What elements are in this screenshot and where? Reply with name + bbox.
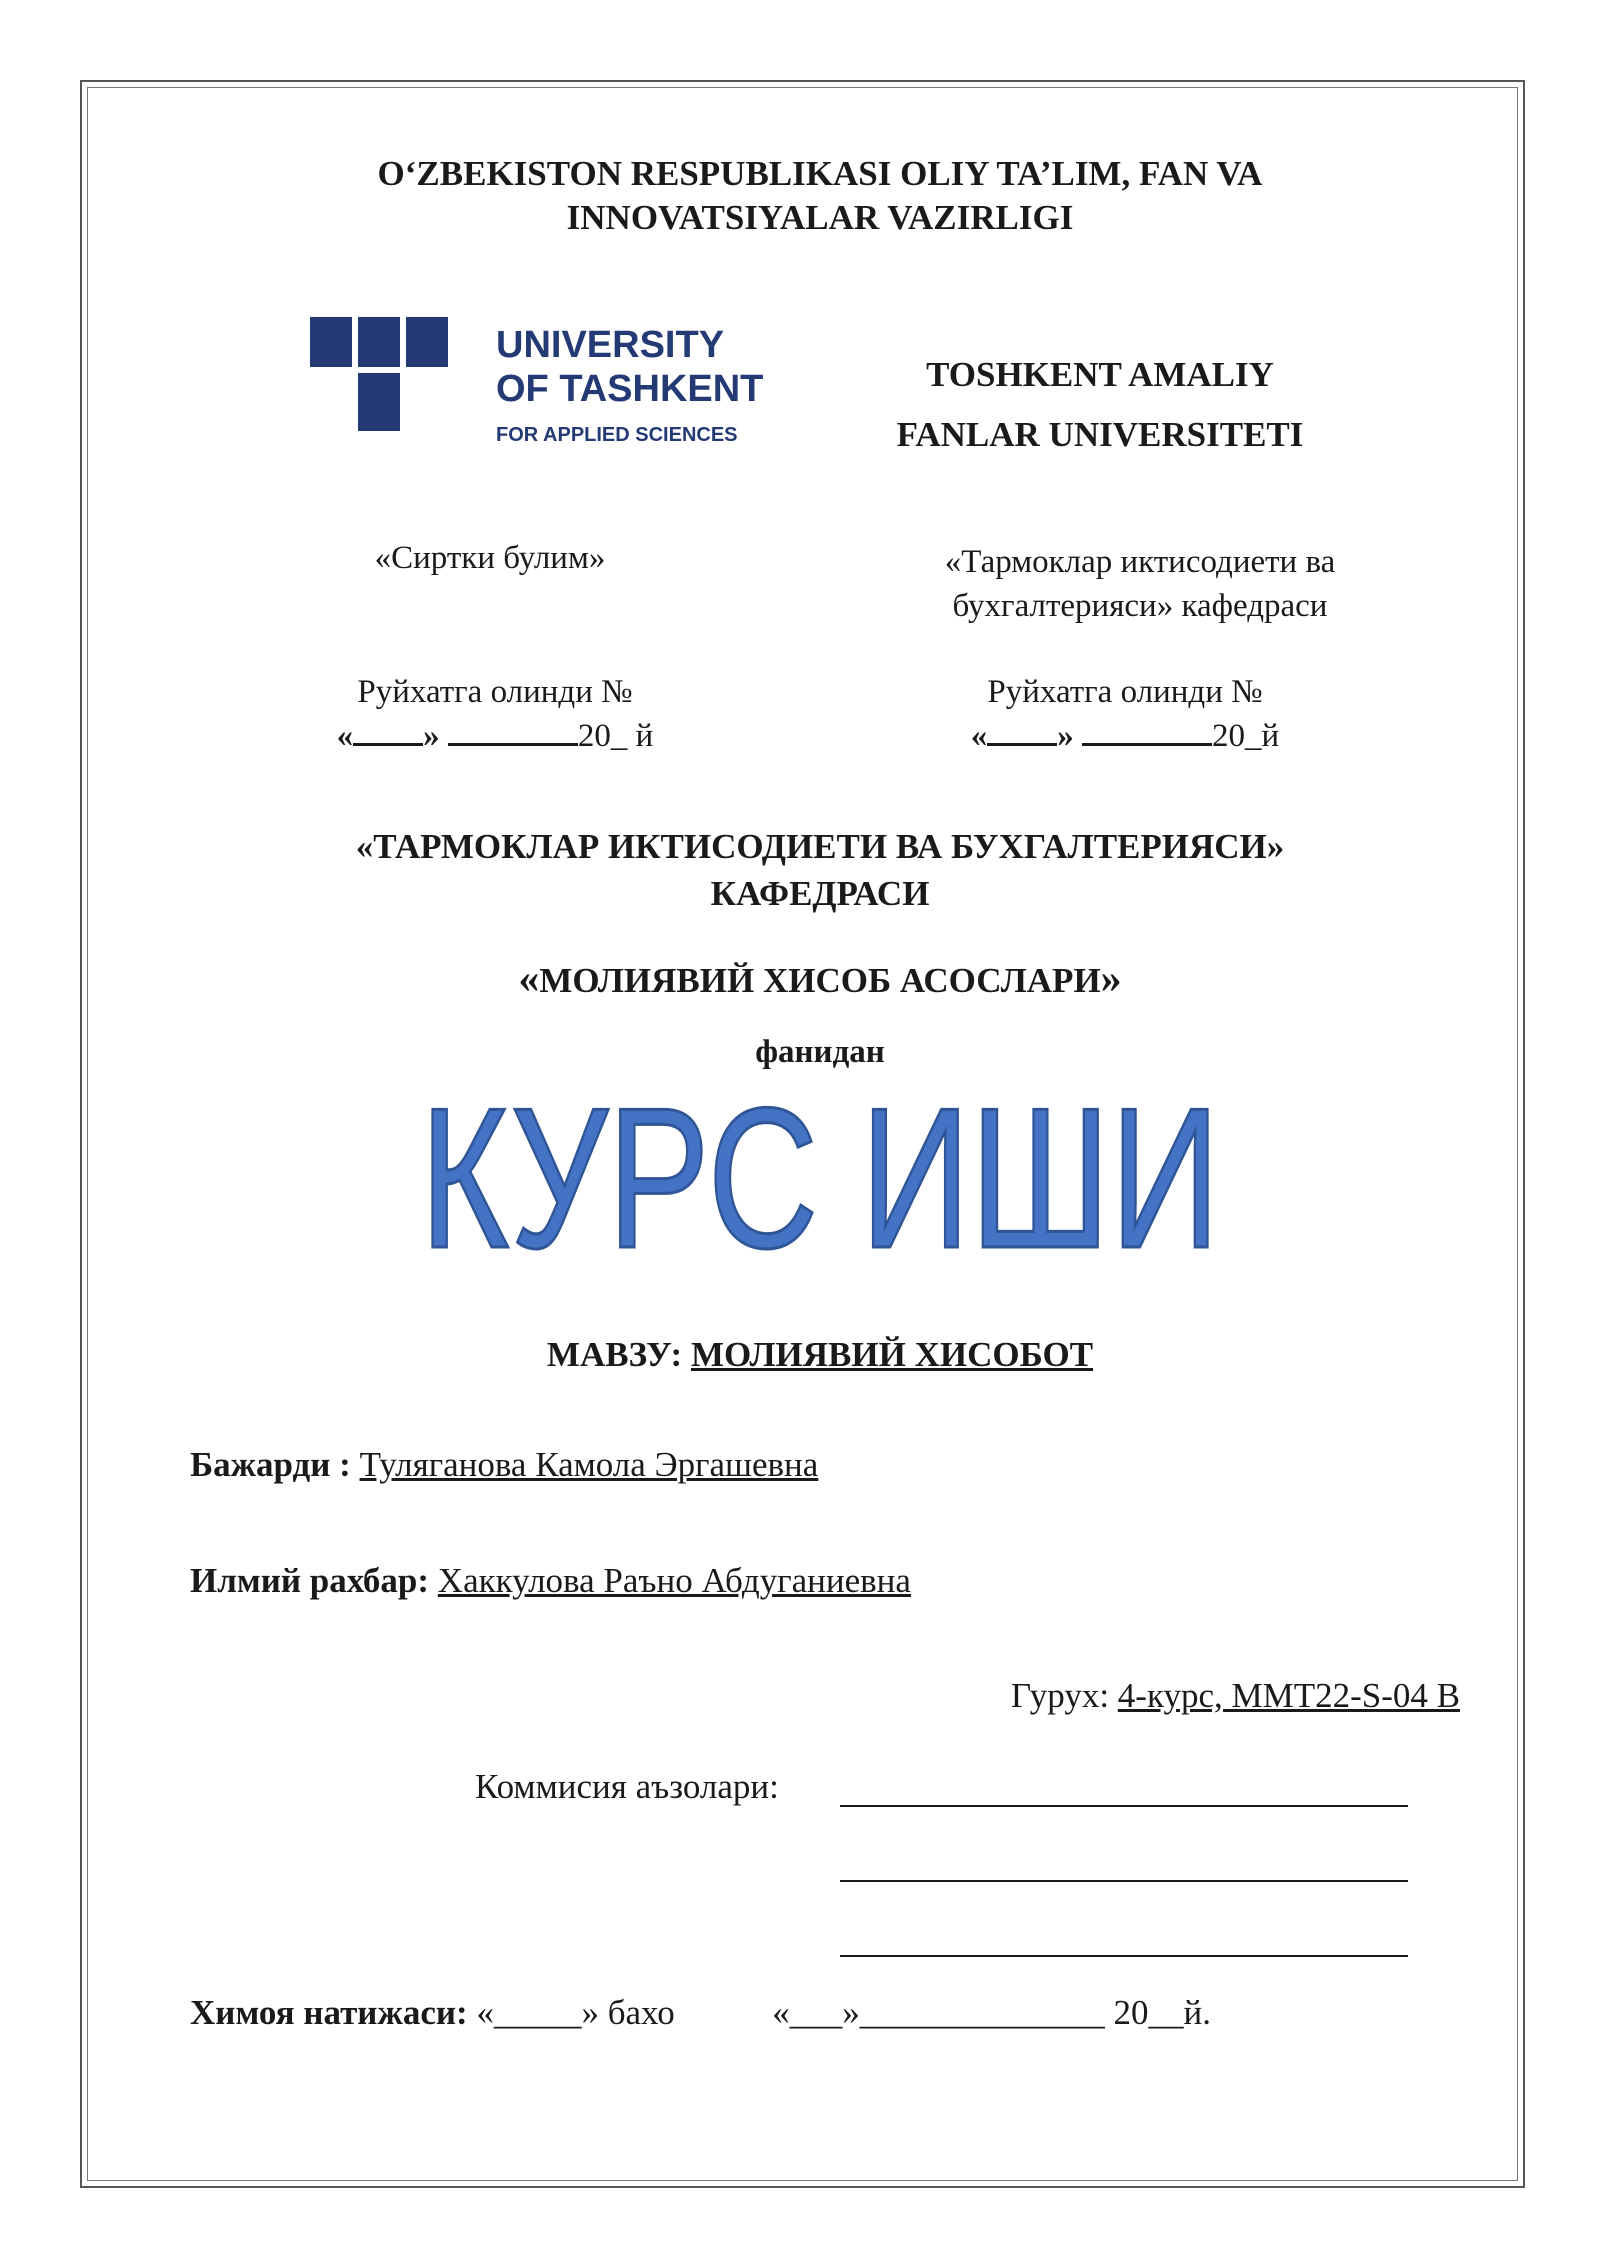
day-blank <box>987 715 1057 746</box>
commission-member-line-3 <box>840 1955 1408 1957</box>
year-text: 20_ й <box>577 718 654 754</box>
open-quote: « <box>336 718 354 754</box>
department-right <box>830 540 1450 628</box>
topic-value: МОЛИЯВИЙ ХИСОБОТ <box>690 1335 1094 1374</box>
wordart-text: КУРС ИШИ <box>420 1067 1220 1290</box>
logo-text-line-1: UNIVERSITY <box>496 324 725 366</box>
logo-mark-icon <box>300 305 764 455</box>
group-value: 4-курс, ММТ22-S-04 В <box>1117 1676 1460 1715</box>
subject-close-quote: » <box>1100 956 1122 1002</box>
department-right-line-1: «Тармоклар иктисодиети ва <box>944 544 1336 580</box>
defense-label: Химоя натижаси: <box>190 1993 468 2032</box>
kafedra-title-line-2: КАФЕДРАСИ <box>710 874 930 913</box>
defense-date: «___»______________ 20__й. <box>772 1993 1211 2032</box>
registration-date-line <box>270 714 720 758</box>
wordart-svg <box>400 1067 1240 1290</box>
performer-label: Бажарди : <box>190 1445 351 1484</box>
commission-label: Коммисия аъзолари: <box>475 1767 779 1806</box>
ministry-heading <box>200 152 1440 240</box>
wordart-title <box>400 1067 1240 1290</box>
topic-label: МАВЗУ: <box>546 1335 683 1374</box>
university-name <box>820 345 1380 465</box>
month-blank <box>1082 715 1212 746</box>
logo-text-line-3: FOR APPLIED SCIENCES <box>496 424 738 446</box>
year-text: 20_й <box>1212 718 1280 754</box>
ministry-line-2: INNOVATSIYALAR VAZIRLIGI <box>566 198 1074 237</box>
department-right-line-2: бухгалтерияси» кафедраси <box>952 588 1328 624</box>
open-quote: « <box>970 718 988 754</box>
subject-title <box>250 955 1390 1003</box>
university-name-line-2: FANLAR UNIVERSITETI <box>896 415 1304 454</box>
group-label: Гурух: <box>1010 1676 1110 1715</box>
performer-line <box>190 1445 818 1485</box>
close-quote: » <box>1057 718 1074 754</box>
university-logo <box>300 305 764 455</box>
commission-member-line-1 <box>840 1805 1408 1807</box>
performer-value: Туляганова Камола Эргашевна <box>359 1445 819 1484</box>
kafedra-title-line-1: «ТАРМОКЛАР ИКТИСОДИЕТИ ВА БУХГАЛТЕРИЯСИ» <box>355 827 1285 866</box>
kafedra-title <box>250 823 1390 917</box>
registration-date-line <box>900 714 1350 758</box>
university-name-line-1: TOSHKENT AMALIY <box>926 355 1274 394</box>
registration-left <box>270 670 720 758</box>
supervisor-line <box>190 1561 911 1601</box>
group-line <box>900 1676 1460 1716</box>
logo-text-line-2: OF TASHKENT <box>496 368 764 410</box>
defense-grade: «_____» бахо <box>476 1993 675 2032</box>
subject-suffix: фанидан <box>755 1034 885 1070</box>
commission-member-line-2 <box>840 1880 1408 1882</box>
registration-right <box>900 670 1350 758</box>
department-left: «Сиртки булим» <box>374 540 606 576</box>
registration-label: Руйхатга олинди № <box>357 674 633 710</box>
supervisor-value: Хаккулова Раъно Абдуганиевна <box>437 1561 911 1600</box>
month-blank <box>448 715 578 746</box>
subject-name: МОЛИЯВИЙ ХИСОБ АСОСЛАРИ <box>539 961 1101 1000</box>
close-quote: » <box>423 718 440 754</box>
day-blank <box>353 715 423 746</box>
registration-label: Руйхатга олинди № <box>987 674 1263 710</box>
supervisor-label: Илмий рахбар: <box>190 1561 430 1600</box>
ministry-line-1: O‘ZBEKISTON RESPUBLIKASI OLIY TA’LIM, FAN VA <box>377 154 1263 193</box>
topic-line <box>250 1335 1390 1375</box>
defense-line <box>190 1993 1211 2033</box>
subject-open-quote: « <box>518 956 540 1002</box>
